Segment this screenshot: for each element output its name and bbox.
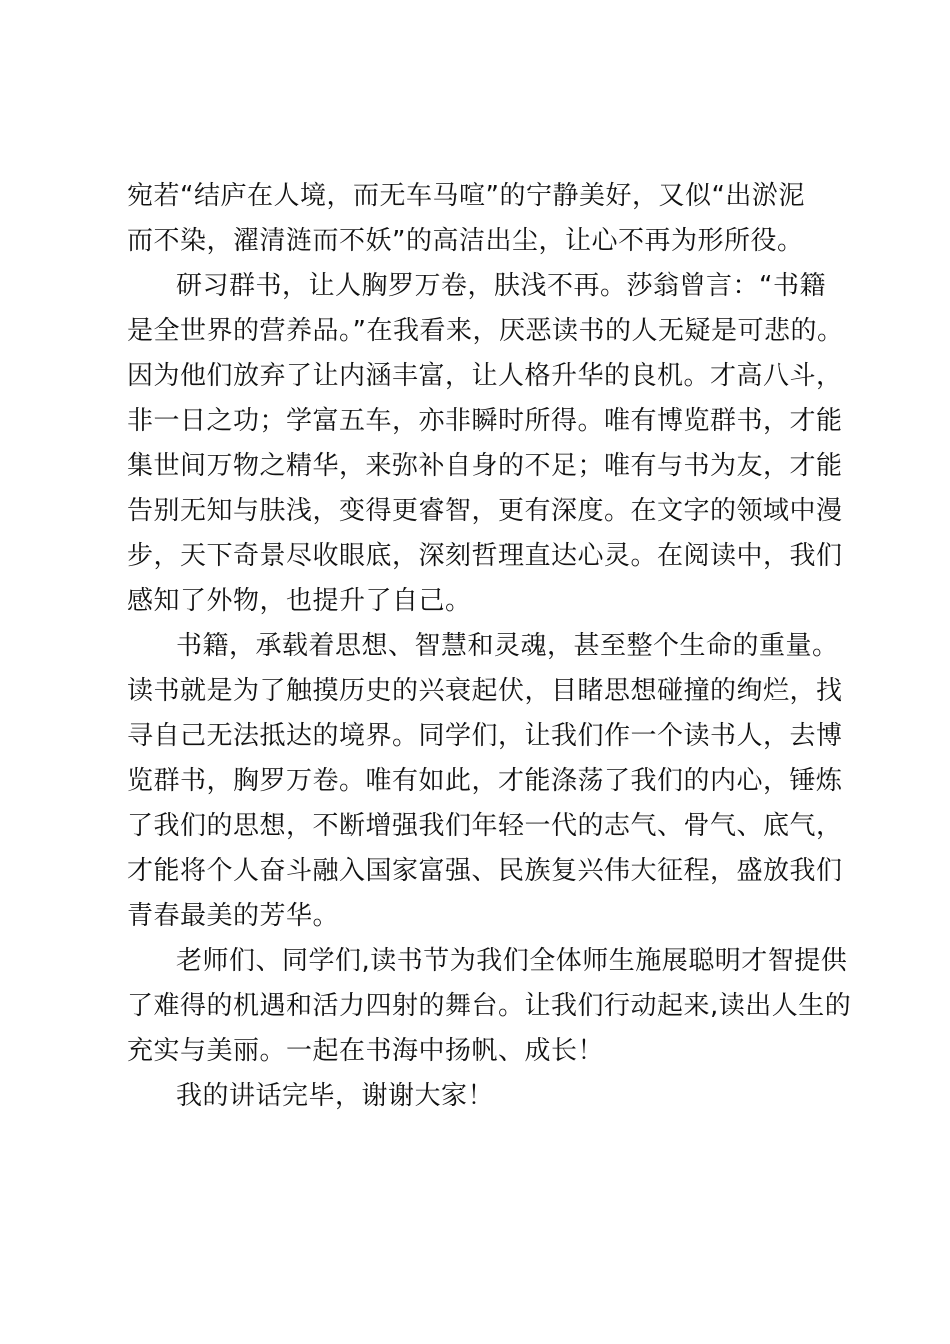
text-line: 因为他们放弃了让内涵丰富，让人格升华的良机。才高八斗， — [127, 361, 843, 391]
text-line: 充实与美丽。一起在书海中扬帆、成长！ — [127, 1036, 605, 1066]
paragraph-start-line: 书籍，承载着思想、智慧和灵魂，甚至整个生命的重量。 — [176, 631, 839, 661]
text-line: 了我们的思想，不断增强我们年轻一代的志气、骨气、底气， — [127, 811, 843, 841]
text-line: 览群书，胸罗万卷。唯有如此，才能涤荡了我们的内心，锤炼 — [127, 766, 843, 796]
text-line: 青春最美的芳华。 — [127, 901, 340, 931]
paragraph-start-line: 研习群书，让人胸罗万卷，肤浅不再。莎翁曾言：“书籍 — [176, 271, 826, 301]
text-line: 寻自己无法抵达的境界。同学们，让我们作一个读书人，去博 — [127, 721, 843, 751]
text-line: 了难得的机遇和活力四射的舞台。让我们行动起来,读出人生的 — [127, 991, 852, 1021]
text-line: 步，天下奇景尽收眼底，深刻哲理直达心灵。在阅读中，我们 — [127, 541, 843, 571]
paragraph-start-line: 老师们、同学们,读书节为我们全体师生施展聪明才智提供 — [176, 946, 848, 976]
text-line: 感知了外物，也提升了自己。 — [127, 586, 472, 616]
text-line: 告别无知与肤浅，变得更睿智，更有深度。在文字的领域中漫 — [127, 496, 843, 526]
text-line: 才能将个人奋斗融入国家富强、民族复兴伟大征程，盛放我们 — [127, 856, 843, 886]
text-line: 非一日之功；学富五车，亦非瞬时所得。唯有博览群书，才能 — [127, 406, 843, 436]
text-line: 而不染，濯清涟而不妖”的高洁出尘，让心不再为形所役。 — [127, 226, 804, 256]
text-line: 是全世界的营养品。”在我看来，厌恶读书的人无疑是可悲的。 — [127, 316, 844, 346]
paragraph-start-line: 我的讲话完毕，谢谢大家！ — [176, 1081, 495, 1111]
text-line: 集世间万物之精华，来弥补自身的不足；唯有与书为友，才能 — [127, 451, 843, 481]
text-line: 读书就是为了触摸历史的兴衰起伏，目睹思想碰撞的绚烂，找 — [127, 676, 843, 706]
text-line: 宛若“结庐在人境，而无车马喧”的宁静美好，又似“出淤泥 — [127, 181, 805, 211]
